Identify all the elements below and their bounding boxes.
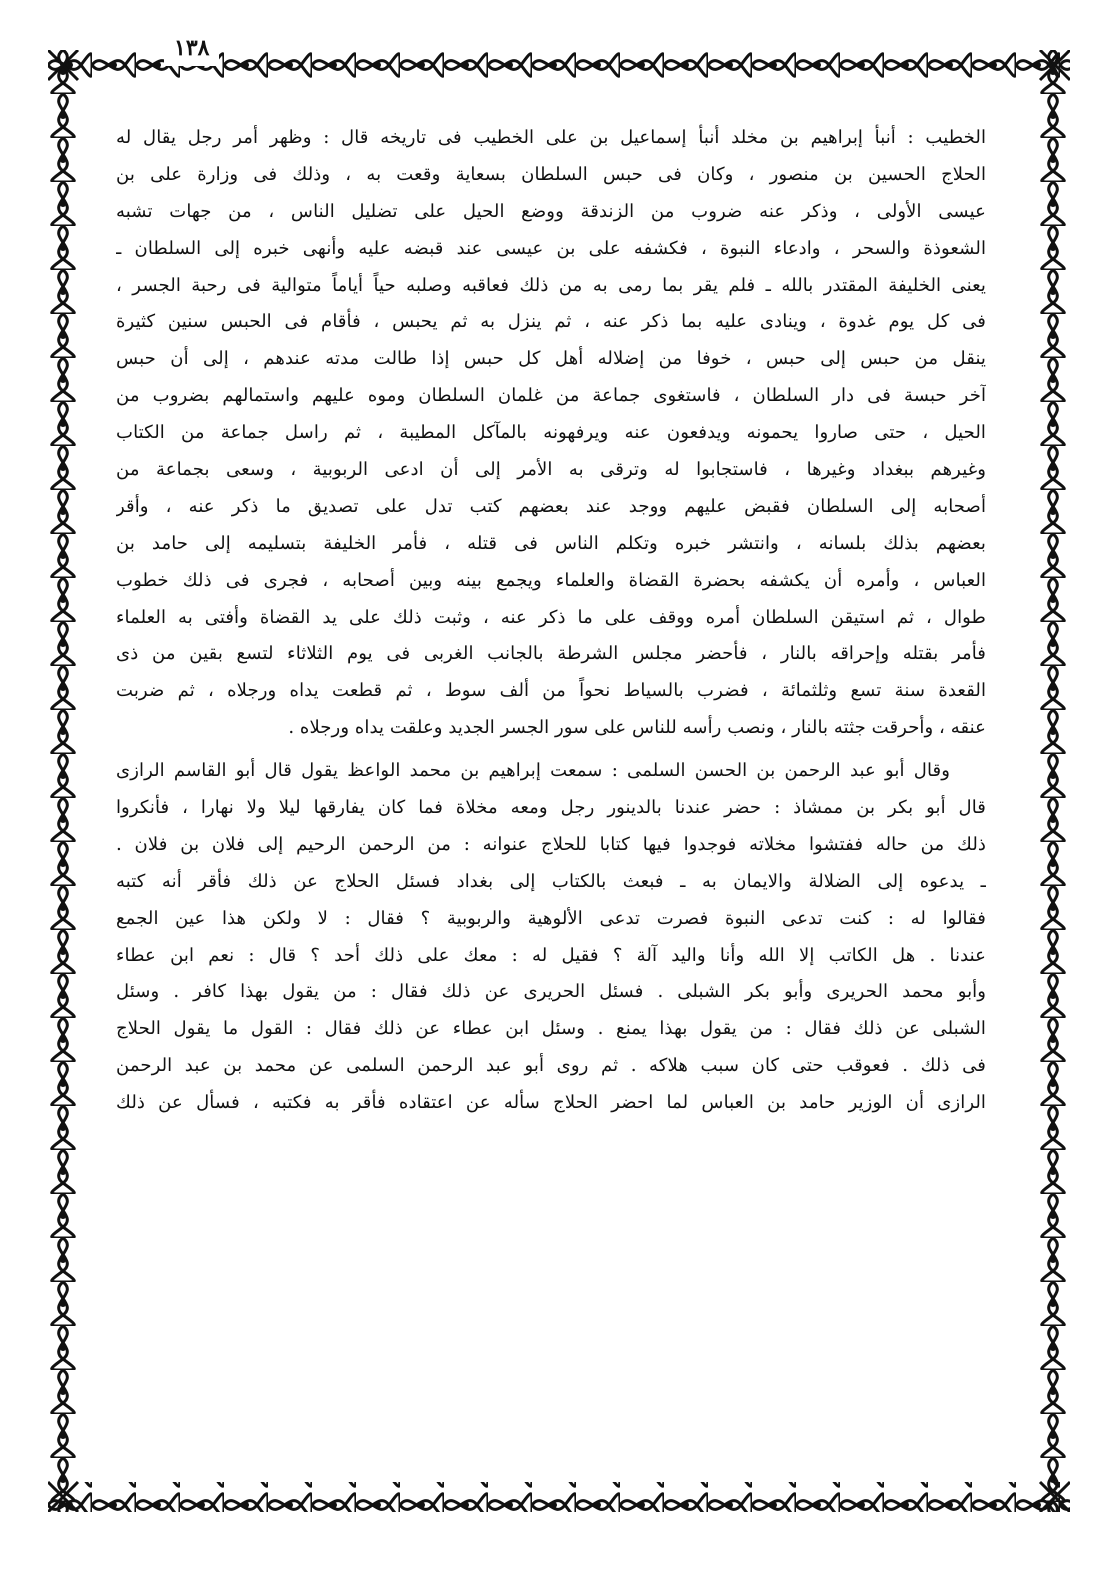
text-line: الشعوذة والسحر ، وادعاء النبوة ، فكشفه على بن عيسى عند قبضه عليه وأنهى خبره إلى السلطان ـ [116,237,986,259]
text-line: يعنى الخليفة المقتدر بالله ـ فلم يقر بما رمى به من ذلك فعاقبه وصلبه حياً أياماً متوالية فى رحبة الجسر ، [116,274,986,296]
text-line: فأمر بقتله وإحراقه بالنار ، فأحضر مجلس الشرطة بالجانب الغربى فى يوم الثلاثاء لتسع بقين من ذى [116,643,986,665]
text-line: وأبو محمد الحريرى وأبو بكر الشبلى . فسئل الحريرى عن ذلك فقال : من يقول بهذا كافر . وسئل [116,981,986,1003]
text-line: وغيرهم ببغداد وغيرها ، فاستجابوا له وترقى به الأمر إلى أن ادعى الربوبية ، وسعى بجماعة من [116,459,986,481]
paragraph-1 [116,120,986,747]
text-line: آخر حبسة فى دار السلطان ، فاستغوى جماعة من غلمان السلطان وموه عليهم واستمالهم بضروب من [116,385,986,407]
text-line: الشبلى عن ذلك فقال : من يقول بهذا يمنع . وسئل ابن عطاء عن ذلك فقال : القول ما يقول الحلاج [116,1018,986,1040]
page-number: ١٣٨ [164,30,219,66]
text-line: طوال ، ثم استيقن السلطان أمره ووقف على ما ذكر عنه ، وثبت ذلك على يد القضاة وأفتى به العلماء [116,606,986,628]
text-line: الحيل ، حتى صاروا يحمونه ويدفعون عنه ويرفهونه بالمآكل المطيبة ، ثم راسل جماعة من الكتاب [116,422,986,444]
text-line: القعدة سنة تسع وثلثمائة ، فضرب بالسياط نحواً من ألف سوط ، ثم قطعت يداه ورجلاه ، ثم ضربت [116,680,986,702]
text-line: عندنا . هل الكاتب إلا الله وأنا واليد آلة ؟ فقيل له : معك على ذلك أحد ؟ قال : نعم ابن عطاء [116,944,986,966]
text-line: الحلاج الحسين بن منصور ، وكان فى حبس السلطان بسعاية وقعت به ، وذلك فى وزارة على بن [116,163,986,185]
text-line: فى كل يوم غدوة ، وينادى عليه بما ذكر عنه ، ثم ينزل به ثم يحبس ، فأقام فى الحبس سنين كثيرة [116,311,986,333]
text-line: الخطيب : أنبأ إبراهيم بن مخلد أنبأ إسماعيل بن على الخطيب فى تاريخه قال : وظهر أمر رجل يقال له [116,127,986,148]
text-line: ذلك من حاله ففتشوا مخلاته فوجدوا فيها كتابا للحلاج عنوانه : من الرحمن الرحيم إلى فلان بن فلان . [116,833,986,855]
text-line: أصحابه إلى السلطان فقبض عليهم ووجد عند بعضهم كتب تدل على تصديق ما ذكر عنه ، وأقر [116,495,986,517]
page-frame [48,35,1070,1512]
text-line: ينقل من حبس إلى حبس ، خوفا من إضلاله أهل كل حبس إذا طالت مدته عندهم ، إلى أن حبس [116,348,986,370]
text-line: فى ذلك . فعوقب حتى كان سبب هلاكه . ثم روى أبو عبد الرحمن السلمى عن محمد بن عبد الرحمن [116,1055,986,1077]
text-line: بعضهم بذلك بلسانه ، وانتشر خبره وتكلم الناس فى قتله ، فأمر الخليفة بتسليمه إلى حامد بن [116,532,986,554]
text-line: فقالوا له : كنت تدعى النبوة فصرت تدعى الألوهية والربوبية ؟ فقال : لا ولكن هذا عين الجمع [116,907,986,929]
text-line: عنقه ، وأحرقت جثته بالنار ، ونصب رأسه للناس على سور الجسر الجديد وعلقت يداه ورجلاه . [288,717,986,739]
text-line: عيسى الأولى ، وذكر عنه ضروب من الزندقة ووضع الحيل على تضليل الناس ، من جهات تشبه [116,200,986,222]
body-text [116,120,986,1450]
text-line: قال أبو بكر بن ممشاذ : حضر عندنا بالدينور رجل ومعه مخلاة فما كان يفارقها ليلا ولا نهارا ، فأنكروا [116,797,986,819]
text-line: العباس ، وأمره أن يكشفه بحضرة القضاة والعلماء ويجمع بينه وبين أصحابه ، فجرى فى ذلك خطوب [116,569,986,591]
text-line: ـ يدعوه إلى الضلالة والايمان به ـ فبعث بالكتاب إلى بغداد فسئل الحلاج عن ذلك فأقر أنه كتبه [116,870,986,892]
paragraph-2 [116,753,986,1122]
text-line: وقال أبو عبد الرحمن بن الحسن السلمى : سمعت إبراهيم بن محمد الواعظ يقول قال أبو القاسم الرازى [116,760,950,782]
text-line: الرازى أن الوزير حامد بن العباس لما احضر الحلاج سأله عن اعتقاده فأقر به فكتبه ، فسأل عن ذلك [116,1092,986,1114]
